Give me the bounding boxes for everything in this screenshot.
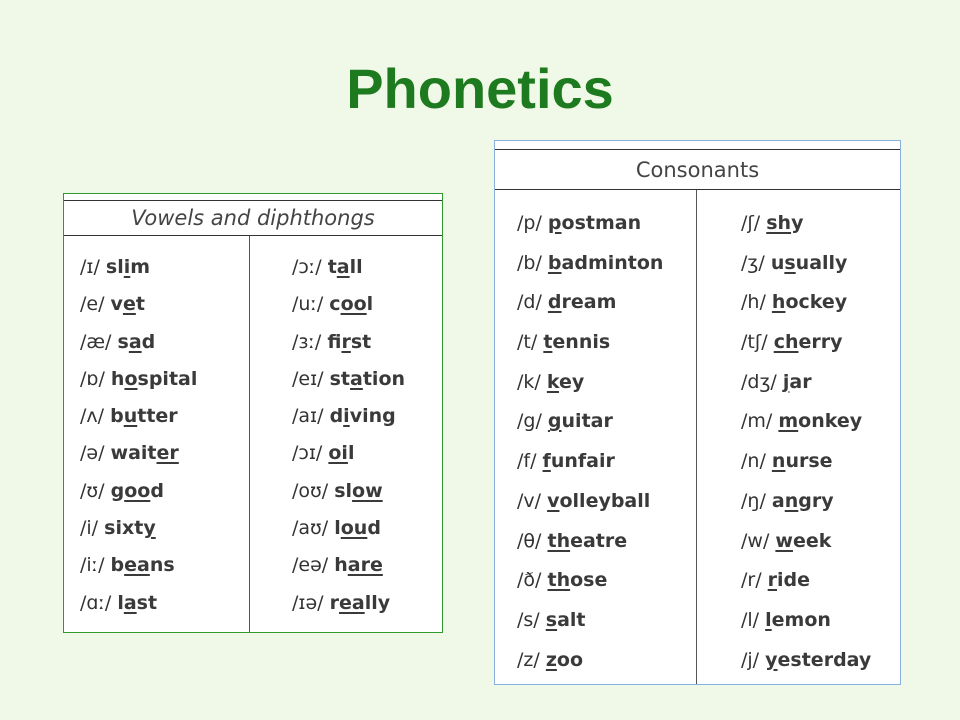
highlighted-letters: u [123,405,138,428]
word-suffix: l [347,442,355,465]
word-suffix: ll [349,256,363,278]
ipa-symbol: /ɪə/ [292,591,324,614]
highlighted-letters: sh [766,212,792,234]
word-suffix: d [367,517,381,540]
highlighted-letters: a [123,591,137,614]
highlighted-letters: p [547,212,562,234]
phoneme-row [80,588,197,625]
example-word [334,517,381,539]
word-suffix: ually [795,251,848,274]
word-prefix: sixt [104,517,144,540]
highlighted-letters: t [543,331,553,354]
phoneme-row [517,485,663,525]
phoneme-row [741,485,871,525]
highlighted-letters: th [547,529,571,552]
highlighted-letters: d [547,291,562,314]
phoneme-row [741,286,871,326]
highlighted-letters: oi [328,442,348,465]
example-word [768,569,810,591]
ipa-symbol: /l/ [741,608,760,631]
phoneme-row [292,401,405,438]
example-word [330,592,391,614]
example-word [548,252,664,274]
word-suffix: onkey [798,410,863,433]
example-word [111,554,175,576]
phoneme-row [741,604,871,644]
ipa-symbol: /g/ [517,410,542,433]
ipa-symbol: /ə/ [80,442,105,465]
highlighted-letters: s [784,251,796,274]
word-prefix: a [771,489,785,512]
word-prefix: s [117,330,129,353]
highlighted-letters: w [775,529,793,552]
example-word [772,291,847,313]
word-suffix: tion [362,367,406,390]
phoneme-row [292,364,405,401]
word-prefix: b [110,554,125,577]
ipa-symbol: /e/ [80,293,105,316]
word-prefix: l [117,591,124,614]
example-word [118,331,156,353]
word-suffix: emon [771,608,831,631]
ipa-symbol: /ŋ/ [741,489,766,512]
ipa-symbol: /ʃ/ [741,212,761,234]
example-word [327,331,371,353]
example-word [772,450,833,472]
example-word [334,554,383,576]
word-suffix: ving [349,405,396,428]
example-word [772,490,834,512]
highlighted-letters: e [122,293,136,316]
example-word [334,480,382,502]
word-suffix: erry [798,331,843,354]
example-word [765,609,831,631]
example-word [547,371,584,393]
highlighted-letters: f [542,450,551,473]
word-suffix: ide [777,569,811,592]
highlighted-letters: r [767,569,778,592]
word-suffix: ns [149,554,175,577]
word-suffix: t [135,293,145,316]
word-suffix: eek [792,529,832,552]
highlighted-letters: er [156,442,179,465]
ipa-symbol: /v/ [517,489,542,512]
ipa-symbol: /ʌ/ [80,405,105,428]
highlighted-letters: l [765,608,772,631]
phoneme-row [80,513,197,550]
phoneme-row [517,604,663,644]
phoneme-row [80,438,197,475]
word-suffix: tter [137,405,178,428]
highlighted-letters: o [124,367,138,390]
word-prefix: wait [110,442,157,465]
ipa-symbol: /ɜː/ [292,330,322,353]
word-suffix: y [791,212,804,234]
word-suffix: ar [789,370,812,393]
phoneme-row [80,476,197,513]
ipa-symbol: /θ/ [517,529,542,552]
page-title: Phonetics [346,57,614,120]
phoneme-row [80,327,197,364]
word-prefix: f [327,330,342,353]
example-word [547,490,650,512]
word-suffix: ey [559,370,585,393]
phoneme-row [80,364,197,401]
ipa-symbol: /eɪ/ [292,367,324,390]
ipa-symbol: /d/ [517,291,542,314]
phoneme-row [292,327,405,364]
word-suffix: esterday [777,648,872,671]
highlighted-letters: ir [341,330,351,353]
example-word [330,405,396,427]
phoneme-row [292,476,405,513]
highlighted-letters: b [547,251,562,274]
word-suffix: unfair [550,450,615,473]
ipa-symbol: /aʊ/ [292,517,329,540]
example-word [774,331,843,353]
example-word [110,405,178,427]
word-suffix: gry [798,489,834,512]
highlighted-letters: y [143,517,156,540]
example-word [543,331,610,353]
example-word [543,450,615,472]
highlighted-letters: j [782,370,790,393]
phoneme-row [741,247,871,287]
highlighted-letters: ea [338,591,365,614]
word-suffix: ose [570,569,608,592]
phoneme-row [741,525,871,565]
ipa-symbol: /eə/ [292,554,329,577]
ipa-symbol: /ɒ/ [80,367,105,390]
word-prefix: u [770,251,785,274]
example-word [783,371,812,393]
ipa-symbol: /m/ [741,410,773,433]
phoneme-row [517,366,663,406]
word-suffix: ockey [785,291,848,314]
highlighted-letters: k [546,370,559,393]
word-prefix: d [329,405,344,428]
word-prefix: sl [105,256,124,278]
word-suffix: olleyball [559,489,651,512]
highlighted-letters: i [123,256,131,278]
ipa-symbol: /r/ [741,569,762,592]
word-suffix: oo [556,648,583,671]
example-word [106,256,150,278]
word-prefix: r [329,591,339,614]
vowels-heading: Vowels and diphthongs [64,200,442,236]
example-word [775,530,831,552]
highlighted-letters: z [545,648,557,671]
consonants-right-column [741,207,871,683]
ipa-symbol: /p/ [517,212,542,234]
highlighted-letters: y [765,648,778,671]
word-prefix: v [110,293,123,316]
highlighted-letters: n [771,450,786,473]
example-word [328,256,363,278]
example-word [330,368,405,390]
example-word [547,530,627,552]
word-suffix: d [141,330,156,353]
example-word [111,442,179,464]
word-prefix: b [110,405,124,428]
example-word [111,480,164,502]
phoneme-row [517,525,663,565]
word-suffix: adminton [561,251,664,274]
highlighted-letters: th [547,569,571,592]
phoneme-row [741,644,871,684]
phoneme-row [741,405,871,445]
ipa-symbol: /n/ [741,450,766,473]
example-word [546,649,583,671]
word-prefix: h [334,554,348,577]
ipa-symbol: /t/ [517,331,538,354]
phoneme-row [517,207,663,247]
phoneme-row [80,550,197,587]
ipa-symbol: /k/ [517,370,541,393]
ipa-symbol: /iː/ [80,554,105,577]
phoneme-row [517,445,663,485]
phoneme-row [517,405,663,445]
ipa-symbol: /z/ [517,648,540,671]
example-word [111,368,197,390]
example-word [117,592,157,614]
ipa-symbol: /ɔɪ/ [292,442,323,465]
phoneme-row [741,445,871,485]
word-prefix: c [329,293,341,316]
highlighted-letters: a [350,367,363,390]
word-prefix: h [110,367,125,390]
example-word [329,293,373,315]
word-suffix: ennis [552,331,611,354]
ipa-symbol: /ɑː/ [80,591,112,614]
phoneme-row [517,286,663,326]
consonants-left-column [517,207,663,683]
consonants-heading: Consonants [495,149,900,190]
phoneme-row [741,326,871,366]
phoneme-row [741,366,871,406]
phoneme-row [517,644,663,684]
example-word [548,212,641,234]
highlighted-letters: m [778,410,799,433]
phoneme-row [517,247,663,287]
phoneme-row [292,588,405,625]
vowels-left-column [80,252,197,625]
ipa-symbol: /b/ [517,251,542,274]
vowels-table [63,193,443,633]
example-word [766,212,803,234]
ipa-symbol: /aɪ/ [292,405,324,428]
word-suffix: ream [561,291,617,314]
ipa-symbol: /i/ [80,517,99,540]
ipa-symbol: /æ/ [80,330,112,353]
word-suffix: l [366,293,374,316]
phoneme-row [292,289,405,326]
ipa-symbol: /uː/ [292,293,324,316]
ipa-symbol: /ð/ [517,569,542,592]
highlighted-letters: h [771,291,786,314]
word-suffix: lly [364,591,391,614]
example-word [111,293,145,315]
example-word [778,410,862,432]
word-suffix: uitar [561,410,613,433]
example-word [765,649,871,671]
ipa-symbol: /s/ [517,608,540,631]
highlighted-letters: a [336,256,350,278]
column-divider [249,236,250,632]
phoneme-row [292,550,405,587]
ipa-symbol: /ɪ/ [80,256,100,278]
word-prefix: st [329,367,351,390]
phoneme-row [292,513,405,550]
word-suffix: st [136,591,158,614]
highlighted-letters: ow [352,479,383,502]
ipa-symbol: /j/ [741,648,760,671]
ipa-symbol: /oʊ/ [292,479,329,502]
example-word [547,569,607,591]
word-suffix: ostman [561,212,642,234]
word-suffix: alt [557,608,586,631]
word-suffix: d [150,479,164,502]
highlighted-letters: a [128,330,142,353]
ipa-symbol: /dʒ/ [741,370,777,393]
highlighted-letters: oo [124,479,151,502]
phoneme-row [741,207,871,247]
word-prefix: l [334,517,341,540]
phoneme-row [517,564,663,604]
phoneme-row [80,252,197,289]
ipa-symbol: /tʃ/ [741,331,768,354]
example-word [548,410,613,432]
example-word [546,609,586,631]
ipa-symbol: /ʊ/ [80,479,105,502]
ipa-symbol: /f/ [517,450,537,473]
ipa-symbol: /ʒ/ [741,251,765,274]
highlighted-letters: ch [773,331,799,354]
highlighted-letters: are [347,554,383,577]
highlighted-letters: s [545,608,558,631]
example-word [548,291,617,313]
phoneme-row [292,252,405,289]
phoneme-row [292,438,405,475]
phoneme-row [80,401,197,438]
highlighted-letters: ea [124,554,150,577]
example-word [328,442,354,464]
word-suffix: eatre [570,529,628,552]
ipa-symbol: /h/ [741,291,766,314]
word-prefix: g [110,479,125,502]
phoneme-row [80,289,197,326]
example-word [104,517,156,539]
ipa-symbol: /w/ [741,529,770,552]
word-suffix: m [130,256,151,278]
word-prefix: sl [334,479,353,502]
word-suffix: urse [785,450,833,473]
column-divider [696,190,697,684]
highlighted-letters: i [343,405,350,428]
consonants-table [494,140,901,685]
word-suffix: st [350,330,372,353]
phoneme-row [517,326,663,366]
vowels-right-column [292,252,405,625]
highlighted-letters: n [784,489,799,512]
word-suffix: spital [137,367,198,390]
highlighted-letters: g [547,410,562,433]
word-prefix: t [327,256,337,278]
highlighted-letters: oo [340,293,367,316]
phoneme-row [741,564,871,604]
ipa-symbol: /ɔː/ [292,256,322,278]
highlighted-letters: v [547,489,560,512]
highlighted-letters: ou [340,517,368,540]
example-word [771,252,848,274]
